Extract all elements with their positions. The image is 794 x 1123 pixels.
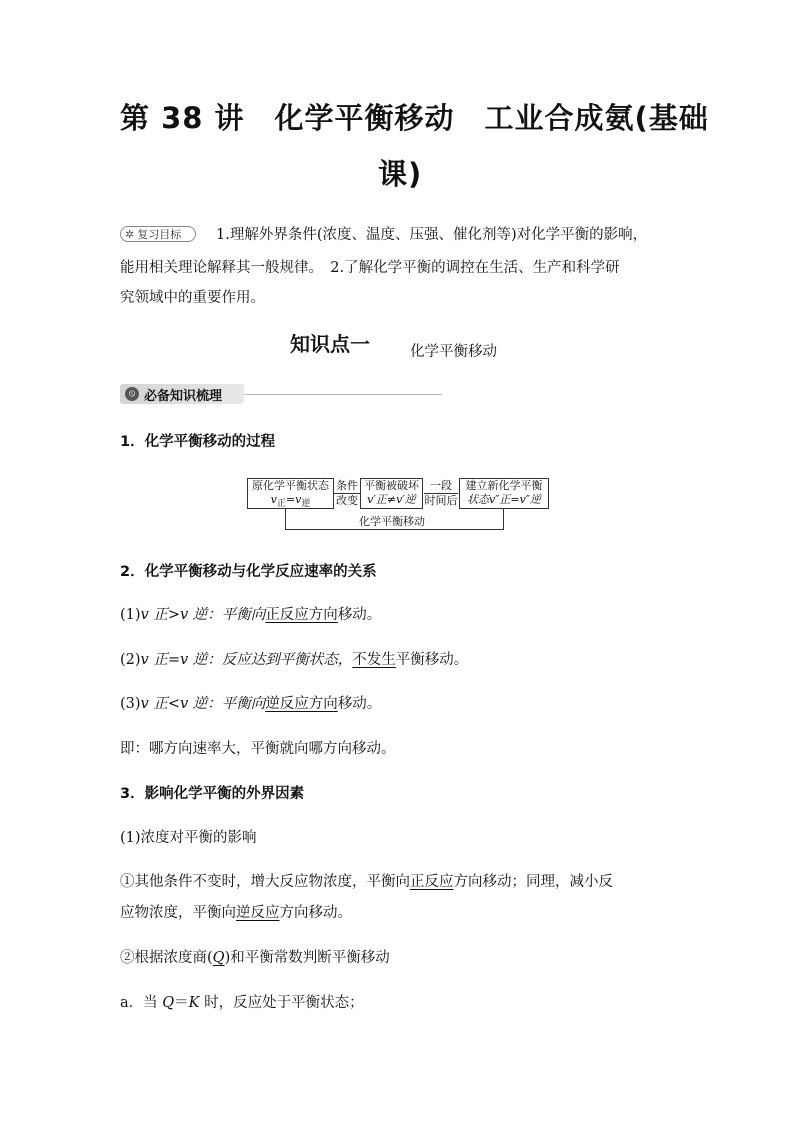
sparkle-icon: ✲ [125,227,135,241]
flow-bottom-label: 化学平衡移动 [347,515,437,529]
page-title-line1: 第 38 讲 化学平衡移动 工业合成氨(基础 [120,101,709,135]
relation-2: (2)v 正=v 逆：反应达到平衡状态，不发生平衡移动。 [120,652,469,668]
page-title-line2: 课) [378,157,423,191]
heading-1: 1．化学平衡移动的过程 [120,434,276,450]
review-goal-line2: 能用相关理论解释其一般规律。 2.了解化学平衡的调控在生活、生产和科学研 [120,260,620,276]
flow-box2-line1: 平衡被破坏 [364,479,419,492]
heading-3: 3．影响化学平衡的外界因素 [120,786,305,802]
paragraph-1-line2: 应物浓度，平衡向逆反应方向移动。 [120,905,352,921]
section-bar-label: 必备知识梳理 [144,388,223,404]
subheading-concentration: (1)浓度对平衡的影响 [120,830,257,846]
flow-bracket-right [503,509,504,529]
flow-arrow1 [335,479,359,508]
flow-arrow1-top: 条件 [336,479,358,492]
flow-box3-line1: 建立新化学平衡 [465,479,543,492]
review-goal-line1: 1.理解外界条件(浓度、温度、压强、催化剂等)对化学平衡的影响， [216,227,648,243]
review-goal-line3: 究领域中的重要作用。 [120,290,265,306]
review-goal-badge [120,226,196,242]
pencil-circle-icon: ⦸ [125,387,139,401]
flow-bracket-bottom [285,529,504,530]
paragraph-2: ②根据浓度商(Q)和平衡常数判断平衡移动 [120,950,390,966]
section-divider [244,394,442,395]
paragraph-a: a．当 Q＝K 时，反应处于平衡状态； [120,995,364,1011]
flow-box-broken [360,478,423,509]
flow-box1-line2: $v_正=v_逆$ [270,493,311,509]
flow-box-original-state [247,478,334,509]
relation-3: (3)v 正<v 逆：平衡向逆反应方向移动。 [120,696,382,712]
flow-arrow2-bottom: 时间后 [424,494,458,507]
relation-1: (1)v 正>v 逆：平衡向正反应方向移动。 [120,607,382,623]
flow-arrow1-bottom: 改变 [336,494,358,507]
knowledge-point-subtitle: 化学平衡移动 [410,344,497,360]
knowledge-point-title: 知识点一 [290,332,370,356]
flow-box2-line2: v′正≠v′逆 [367,493,416,506]
heading-2: 2．化学平衡移动与化学反应速率的关系 [120,564,377,580]
flow-arrow2-top: 一段 [430,479,452,492]
flow-box3-line2: 状态v″正=v″逆 [467,493,541,506]
flow-box1-line1: 原化学平衡状态 [252,479,329,492]
flow-box-new-state [459,478,549,509]
flow-bracket-left [285,509,286,529]
section-bar [120,384,244,404]
flow-arrow2 [424,479,458,508]
flow-diagram [247,478,551,532]
paragraph-1-line1: ①其他条件不变时，增大反应物浓度，平衡向正反应方向移动；同理，减小反 [120,874,613,890]
review-goal-badge-label: 复习目标 [137,228,182,241]
relation-summary: 即：哪方向速率大，平衡就向哪方向移动。 [120,741,396,757]
